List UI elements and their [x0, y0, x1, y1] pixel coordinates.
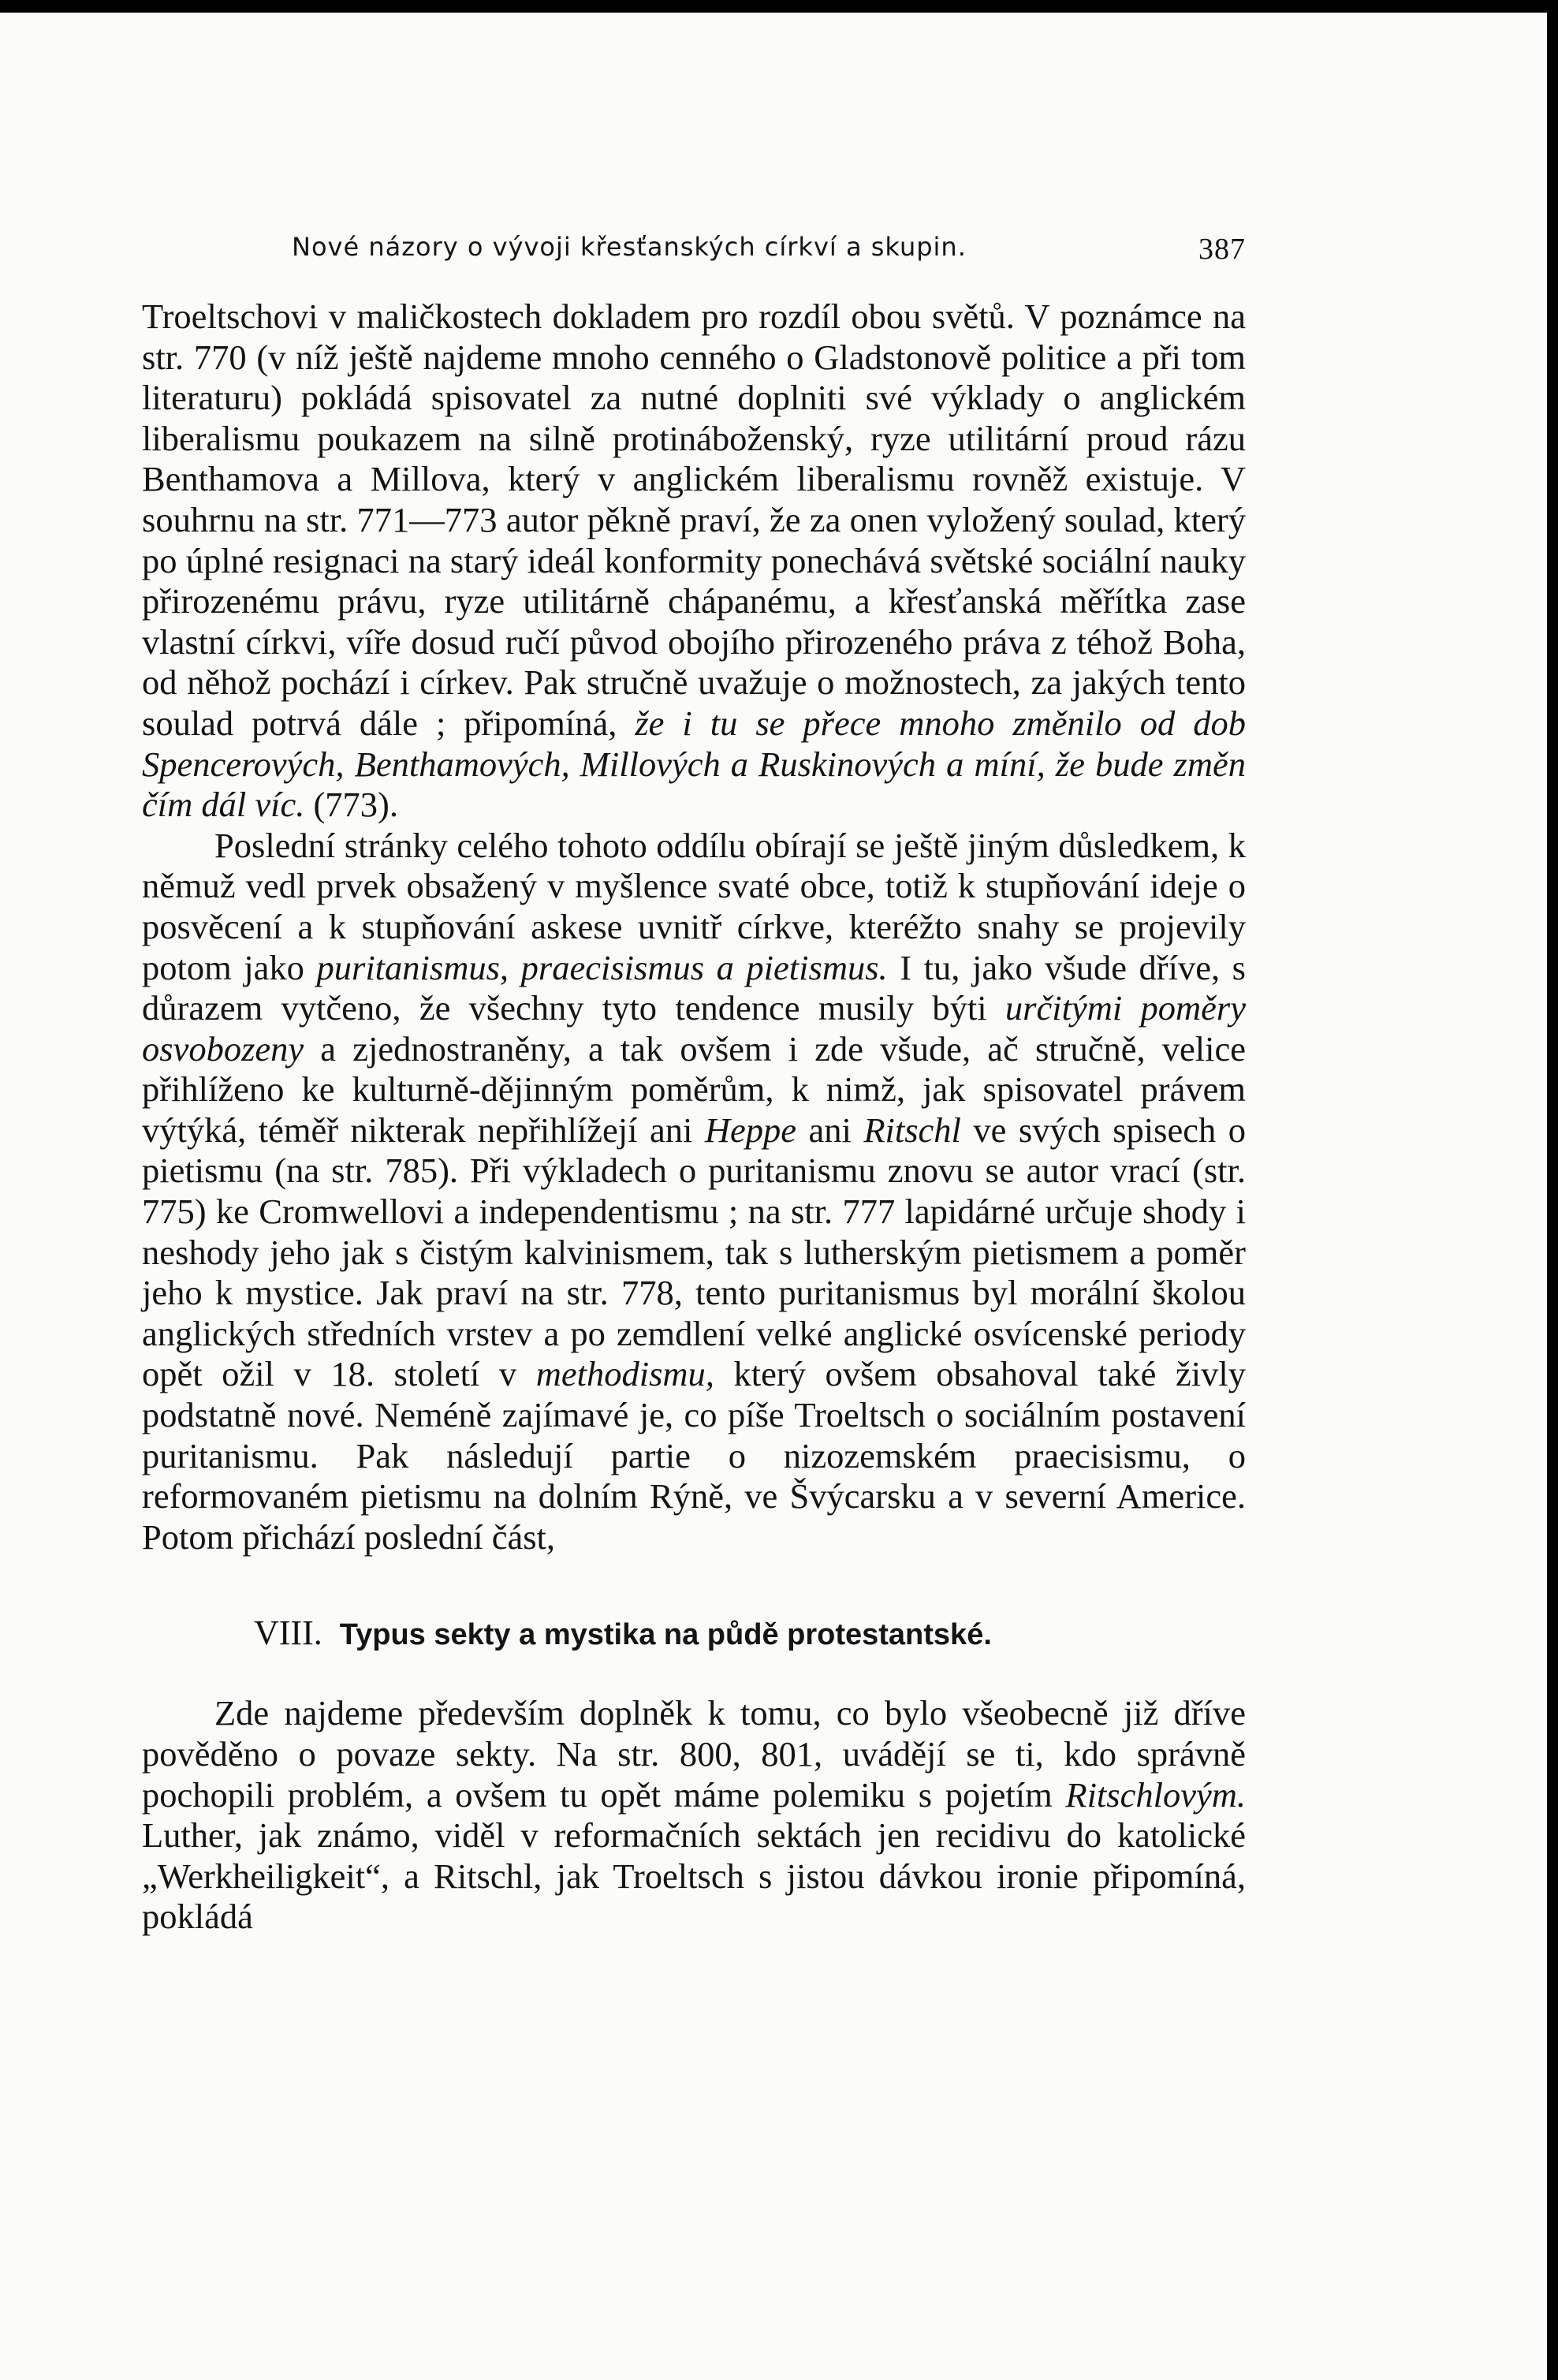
- paragraph-1-italic-a: že i tu se přece mnoho změnilo od dob Spencerových, Benthamových, Millových a Ruskinových a míní, že bude změn čím dál víc.: [142, 703, 1246, 825]
- section-title: Typus sekty a mystika na půdě protestantské.: [339, 1618, 992, 1652]
- section-heading: [254, 1613, 1246, 1655]
- page-header: [292, 232, 1246, 271]
- paragraph-2-text-e: ve svých spisech o pietismu (na str. 785). Při výkladech o puritanismu znovu se autor vrací (str. 775) ke Cromwellovi a independentismu ; na str. 777 lapidárné určuje shody i neshody jeho jak s čistým kalvinismem, tak s lutherským pietismem a poměr jeho k mystice. Jak praví na str. 778, tento puritanismus byl morální školou anglických středních vrstev a po zemdlení velké anglické osvícenské periody opět ožil v 18. století v: [142, 1110, 1246, 1394]
- paragraph-2-italic-c: Heppe: [704, 1110, 796, 1150]
- paragraph-2-text-c: a zjednostraněny, a tak ovšem i zde všude, ač stručně, velice přihlíženo ke kulturně-dějinným poměrům, k nimž, jak spisovatel právem výtýká, téměř nikterak nepřihlížejí ani: [142, 1028, 1246, 1150]
- paragraph-2-text-a: Poslední stránky celého tohoto oddílu obírají se ještě jiným důsledkem, k němuž vedl prvek obsažený v myšlence svaté obce, totiž k stupňování ideje o posvěcení a k stupňování askese uvnitř církve, kteréžto snahy se projevily potom jako: [142, 825, 1246, 987]
- paragraph-3-text-a: Zde najdeme především doplněk k tomu, co bylo všeobecně již dříve pověděno o povaze sekty. Na str. 800, 801, uvádějí se ti, kdo správně pochopili problém, a ovšem tu opět máme polemiku s pojetím: [142, 1693, 1246, 1815]
- paragraph-3-italic-a: Ritschlovým.: [1065, 1774, 1246, 1815]
- paragraph-2-italic-b: určitými poměry osvobozeny: [142, 988, 1246, 1069]
- paragraph-3-text-b: Luther, jak známo, viděl v reformačních sektách jen recidivu do katolické „Werkheiligkeit“, a Ritschl, jak Troeltsch s jistou dávkou ironie připomíná, pokládá: [142, 1815, 1246, 1937]
- paragraph-1-text-a: Troeltschovi v maličkostech dokladem pro rozdíl obou světů. V poznámce na str. 770 (v níž ještě najdeme mnoho cenného o Gladstonově politice a při tom literaturu) pokládá spisovatel za nutné doplniti své výklady o anglickém liberalismu poukazem na silně protináboženský, ryze utilitární proud rázu Benthamova a Millova, který v anglickém liberalismu rovněž existuje. V souhrnu na str. 771—773 autor pěkně praví, že za onen vyložený soulad, který po úplné resignaci na starý ideál konformity ponechává světské sociální nauky přirozenému právu, ryze utilitárně chápanému, a křesťanská měřítka zase vlastní církvi, víře dosud ručí původ obojího přirozeného práva z téhož Boha, od něhož pochází i církev. Pak stručně uvažuje o možnostech, za jakých tento soulad potrvá dále ; připomíná,: [142, 297, 1246, 743]
- section-numeral: VIII.: [254, 1613, 322, 1653]
- book-page: [0, 13, 1547, 2380]
- paragraph-2-italic-e: methodismu,: [535, 1354, 714, 1394]
- paragraph-2-text-d: ani: [796, 1110, 864, 1150]
- paragraph-1-text-b: (773).: [304, 785, 398, 825]
- paragraph-2: [142, 826, 1246, 1558]
- running-title: Nové názory o vývoji křesťanských církví a skupin.: [292, 232, 967, 262]
- paragraph-2-text-b: I tu, jako všude dříve, s důrazem vytčeno, že všechny tyto tendence musily býti: [142, 947, 1246, 1028]
- paragraph-2-text-f: který ovšem obsahoval také živly podstatně nové. Neméně zajímavé je, co píše Troeltsch o sociálním postavení puritanismu. Pak následují partie o nizozemském praecisismu, o reformovaném pietismu na dolním Rýně, ve Švýcarsku a v severní Americe. Potom přichází poslední část,: [142, 1354, 1246, 1557]
- body-text: [142, 297, 1246, 1938]
- paragraph-2-italic-a: puritanismus, praecisismus a pietismus.: [316, 947, 888, 987]
- page-number: 387: [1198, 233, 1246, 266]
- paragraph-3: [142, 1693, 1246, 1938]
- paragraph-2-italic-d: Ritschl: [863, 1110, 961, 1150]
- paragraph-1: [142, 297, 1246, 826]
